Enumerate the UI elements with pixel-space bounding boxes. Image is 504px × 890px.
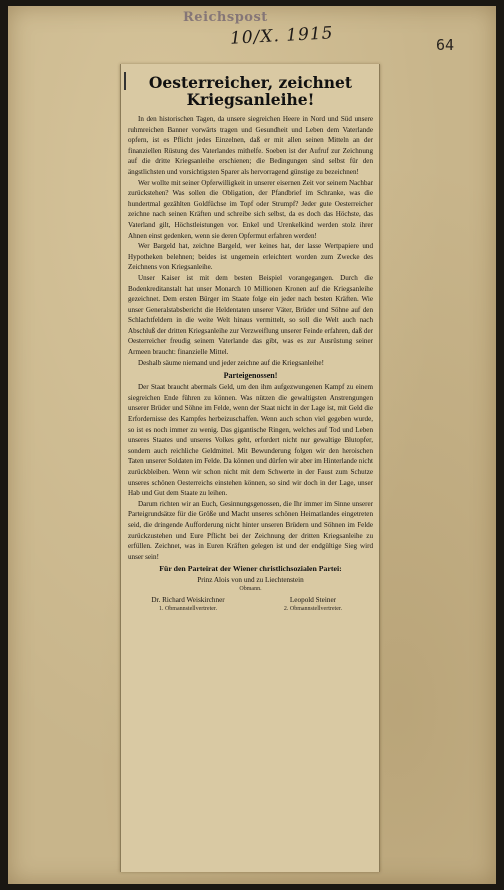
- right-signatory-name: Leopold Steiner: [289, 595, 337, 604]
- article-paragraph: Unser Kaiser ist mit dem besten Beispiel vorangegangen. Durch die Bodenkreditanstalt hat unser Monarch 10 Millionen Kronen auf die Kriegsanleihe gezeichnet. Dem ersten Bürger im Staate folge ein jeder nach besten Kräften. Wie unser Generalstabsbericht die Heldentaten unserer Väter, Brüder und Söhne auf den Schlachtfeldern in die weite Welt hinaus vermittelt, so soll die Welt auch nach Abschluß der dritten Kriegsanleihe zur Verzweiflung unserer Feinde erfahren, daß der Oesterreicher freudig seinem Vaterlande das gibt, was es zur Ausrüstung seiner Armeen braucht: finanzielle Mittel.: [128, 273, 373, 357]
- right-signatory-role: 2. Obmannstellvertreter.: [283, 605, 343, 612]
- article-paragraph: Deshalb säume niemand und jeder zeichne auf die Kriegsanleihe!: [138, 358, 324, 367]
- chair-signature: Prinz Alois von und zu Liechtenstein: [197, 575, 304, 584]
- clipping-content: [121, 64, 379, 617]
- article-paragraph: Wer wollte mit seiner Opferwilligkeit in unserer eisernen Zeit vor seinem Nachbar zurückstehen? Was sollen die Obligation, der Pfandbrief im Schranke, was die hundertmal gezählten Goldfüchse im Topf oder Strumpf? Jeder gute Oesterreicher zeichne nach seinen Kräften und schreibe sich selbst, da es doch das Höchste, das Vaterland gilt, Höchstleistungen vor. Enkel und Urenkelkind werden stolz ihrer Ahnen einst gedenken, wenn sie deren Opfermut erfahren werden!: [128, 178, 373, 240]
- right-signatory: [253, 595, 373, 613]
- left-signatory-role: 1. Obmannstellvertreter.: [158, 605, 218, 612]
- deputy-signatures: [128, 595, 373, 613]
- section-heading: Parteigenossen!: [223, 371, 278, 381]
- article-paragraph: Wer Bargeld hat, zeichne Bargeld, wer keines hat, der lasse Wertpapiere und Hypotheken belehnen; beides ist ungemein erleichtert worden zum Zwecke des Zeichnens von Kriegsanleihe.: [128, 242, 373, 272]
- archive-sheet: [8, 6, 496, 884]
- newspaper-stamp: Reichspost: [183, 10, 268, 25]
- left-signatory-name: Dr. Richard Weiskirchner: [151, 595, 225, 604]
- article-title: Oesterreicher, zeichnet Kriegsanleihe!: [148, 73, 353, 109]
- article-paragraph: In den historischen Tagen, da unsere siegreichen Heere in Nord und Süd unsere ruhmreichen Banner vorwärts tragen und Gesundheit und Leben dem Vaterlande opfern, ist es Pflicht jedes Einzelnen, daß er mit allen seinen Mitteln an der finanziellen Rüstung des Vaterlandes mithelfe. Soeben ist der Aufruf zur Zeichnung auf die dritte Kriegsanleihe erschienen; die Bedingungen sind selbst für den ängstlichsten und vorsichtigsten Sparer als hervorragend günstige zu bezeichnen!: [128, 115, 373, 176]
- page-number: 64: [435, 36, 454, 54]
- chair-role: Obmann.: [239, 585, 262, 592]
- section-paragraph: Der Staat braucht abermals Geld, um den ihm aufgezwungenen Kampf zu einem siegreichen Ende führen zu können. Was nützen die gewaltigsten Anstrengungen unserer Brüder und Söhne im Felde, wenn der Staat nicht in der Lage ist, mit Geld die Erfordernisse des Kampfes herbeizuschaffen. Wenn auch schon viel gegeben wurde, so ist es noch immer zu wenig. Das gigantische Ringen, welches auf Tod und Leben unseres Staates und unseres Volkes geht, erfordert nicht nur gewaltige Blutopfer, sondern auch reichliche Geldmittel. Mit Bewunderung folgen wir den heroischen Taten unserer Soldaten im Felde. Da können und dürfen wir aber im Hinterlande nicht zurückbleiben. Wenn wir schon nicht mit dem Schwerte in der Faust zum Schutze unseres schönen Oesterreichs einstehen können, so sind wir doch in der Lage, unser Hab und Gut dem Staate zu leihen.: [128, 383, 373, 498]
- section-paragraph: Darum richten wir an Euch, Gesinnungsgenossen, die Ihr immer im Sinne unserer Parteigrundsätze für die Größe und Macht unseres schönen Heimatlandes eingetreten seid, die dringende Aufforderung nicht hinter unseren Brüdern und Söhnen im Felde zurückzustehen und Eure Pflicht bei der Zeichnung der dritten Kriegsanleihe zu erfüllen. Zeichnet, was in Euren Kräften gelegen ist und der endgültige Sieg wird unser sein!: [128, 499, 373, 561]
- closing-line: Für den Parteirat der Wiener christlichsozialen Partei:: [159, 564, 342, 574]
- newspaper-clipping: [120, 64, 380, 872]
- left-signatory: [128, 595, 248, 613]
- title-ornament: [124, 72, 126, 90]
- handwritten-date: 10/X. 1915: [229, 23, 334, 49]
